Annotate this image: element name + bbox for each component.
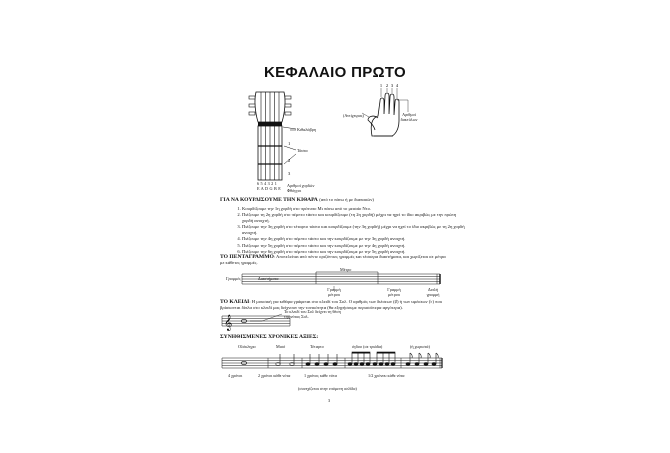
duration-beats-eighth: 1/2 χρόνου κάθε νότα <box>368 373 405 378</box>
double-bar-label: Διπλή γραμμή <box>426 287 440 297</box>
duration-beats-whole: 4 χρόνοι <box>228 373 243 378</box>
clef-caption: Το κλειδί του Σολ δείχνει τη θέση της νότας Σολ. <box>284 309 341 319</box>
finger-numbers-label: Αριθμοί δακτύλων <box>400 112 418 122</box>
tuning-step: 6. Πιέζουμε την 6η χορδή στο πέμπτο τάστο και την κουρδίζουμε με την 5η χορδή ανοιχτή. <box>242 249 467 255</box>
tuning-step: 3. Πιέζουμε την 3η χορδή στο τέταρτο τάστο και κουρδίζουμε (την 3η χορδή) μέχρι να ηχεί το ίδιο ακριβώς με τη 2η χορδή ανοιχτή. <box>242 224 467 236</box>
eighth-notes-separate-icon <box>406 353 438 365</box>
staff-lines-label: Γραμμές <box>226 276 241 281</box>
staff-heading: ΤΟ ΠΕΝΤΑΓΡΑΜΜΟ <box>220 254 274 260</box>
headstock-label: Κιθαλάβρη <box>297 127 316 132</box>
tuning-step: 1. Κουρδίζουμε την 1η χορδή στο πρότυπο Μι πάνω από το μεσαίο Ντο. <box>242 206 467 212</box>
note-g-icon <box>241 319 246 322</box>
duration-label-separate: (ή χωριστά) <box>410 344 430 349</box>
duration-label-whole: Ολόκληρο <box>238 344 256 349</box>
eighth-notes-beamed-icon <box>348 352 395 365</box>
quarter-notes-icon <box>306 354 337 366</box>
string-names: E A D G B E <box>257 186 281 191</box>
durations-heading: ΣΥΝΗΘΙΣΜΕΝΕΣ ΧΡΟΝΙΚΕΣ ΑΞΙΕΣ: <box>220 334 319 340</box>
duration-label-quarter: Τέταρτο <box>310 344 324 349</box>
continued-footnote: (συνεχίζεται στην επόμενη σελίδα) <box>298 386 357 391</box>
string-notes-label: Φθόγγοι <box>287 188 302 193</box>
tuning-step: 5. Πιέζουμε την 5η χορδή στο πέμπτο τάστο και την κουρδίζουμε με την 4η χορδή ανοιχτή. <box>242 243 467 249</box>
staff-text: : Αποτελείται από πέντε οριζόντιες γραμμές και τέσσερα διαστήματα, και χωρίζεται σε μέτρα με κάθετες γραμμές. <box>220 254 446 266</box>
tuning-heading: ΓΙΑ ΝΑ ΚΟΥΡΔΙΣΟΥΜΕ ΤΗΝ ΚΙΘΑΡΑ <box>220 197 318 203</box>
whole-note-icon <box>241 361 246 364</box>
finger-number-1: 1 <box>379 83 383 88</box>
staff-paragraph <box>220 254 450 266</box>
treble-clef-icon: 𝄞 <box>224 315 233 331</box>
duration-label-eighth: όγδοο (σε τριάδα) <box>352 344 383 349</box>
page-number: 3 <box>328 398 331 403</box>
finger-number-3: 3 <box>390 83 394 88</box>
barline-label-1: Γραμμή μέτρου <box>327 287 341 297</box>
frets-label: Τάστα <box>297 148 308 153</box>
tuning-steps-list <box>232 206 467 255</box>
tuning-step: 4. Πιέζουμε την 4η χορδή στο πέμπτο τάστο και την κουρδίζουμε με την 3η χορδή ανοιχτή. <box>242 236 467 242</box>
string-numbers-label: Αριθμοί χορδών <box>287 183 315 188</box>
fret-mark-1: 1 <box>288 141 291 146</box>
clef-text: : Η μουσική για κιθάρα γράφεται στο κλειδί του Σολ. Ο αριθμός των διέσεων (♯) ή των υφέσεων (♭) που βρίσκονται δίπλα στο κλειδί μας δείχνουν την τονικότητα (θα εξηγήσουμε περισσότερα αργότερα). <box>220 299 443 311</box>
clef-heading: ΤΟ ΚΛΕΙΔΙ <box>220 299 250 305</box>
fret-mark-2: 2 <box>288 158 291 163</box>
half-notes-icon <box>276 354 294 366</box>
finger-number-4: 4 <box>395 83 399 88</box>
tuning-heading-note: (από το πάνω ή με διαπασών) <box>319 197 374 202</box>
string-numbers: 6 5 4 3 2 1 <box>257 181 277 186</box>
tuning-step: 2. Πιέζουμε τη 2η χορδή στο πέμπτο τάστο και κουρδίζουμε (τη 2η χορδή) μέχρι να ηχεί το ίδιο ακριβώς με την πρώτη χορδή ανοιχτή. <box>242 212 467 224</box>
fret-mark-3: 3 <box>288 171 291 176</box>
measure-label: Μέτρο <box>340 267 352 272</box>
duration-beats-half: 2 χρόνοι κάθε νότα <box>258 373 291 378</box>
finger-number-2: 2 <box>385 83 389 88</box>
staff-spaces-label: Διαστήματα <box>258 276 279 281</box>
duration-beats-quarter: 1 χρόνος κάθε νότα <box>304 373 337 378</box>
duration-label-half: Μισό <box>276 344 286 349</box>
thumb-label: (Αντίχειρας) <box>343 113 364 118</box>
page-title: ΚΕΦΑΛΑΙΟ ΠΡΩΤΟ <box>263 64 407 81</box>
tuning-heading-row <box>220 197 374 203</box>
barline-label-2: Γραμμή μέτρου <box>387 287 401 297</box>
